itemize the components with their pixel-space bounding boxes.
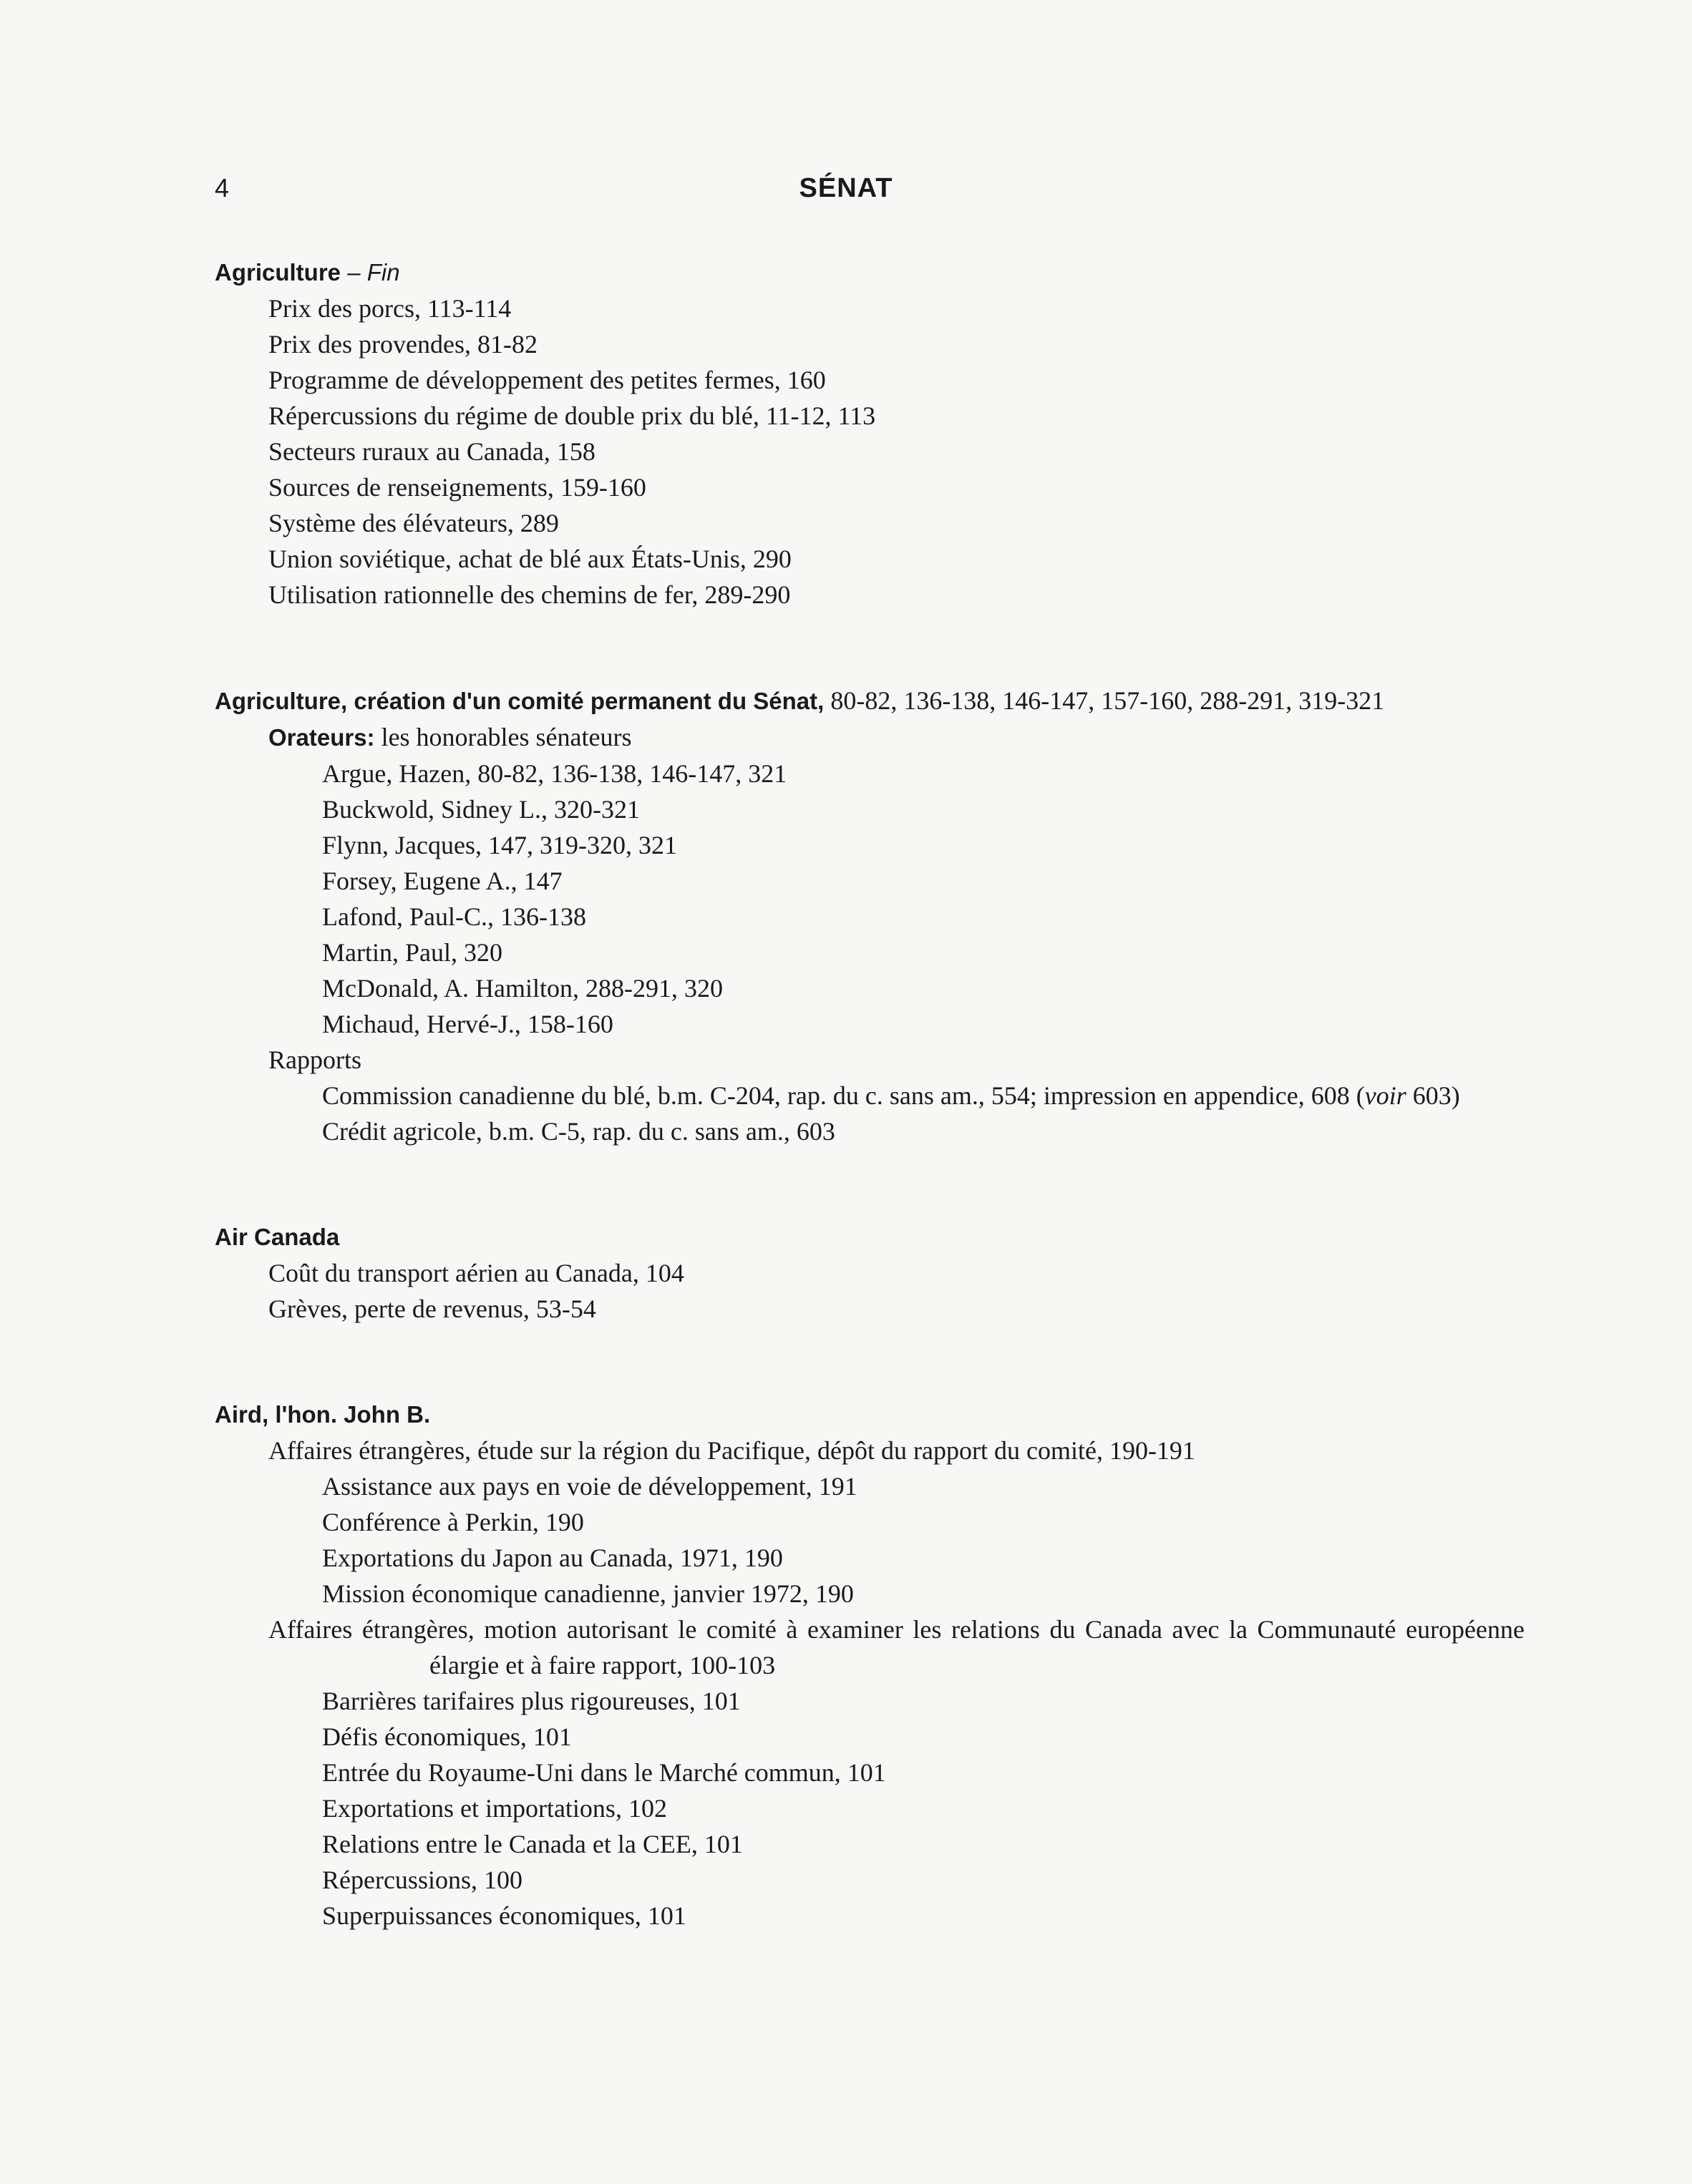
- subentry: Coût du transport aérien au Canada, 104: [268, 1259, 684, 1287]
- subentry: Affaires étrangères, motion autorisant le comité à examiner les relations du Canada avec la Communauté européenne élargie et à faire rapport, 100-103: [268, 1615, 1525, 1680]
- heading-text: Agriculture, création d'un comité permanent du Sénat,: [215, 688, 825, 714]
- subentry: Répercussions du régime de double prix du blé, 11-12, 113: [268, 401, 876, 430]
- rapports-label: Rapports: [268, 1045, 361, 1074]
- subsubentry: Entrée du Royaume-Uni dans le Marché commun, 101: [322, 1758, 886, 1787]
- speaker-item: Argue, Hazen, 80-82, 136-138, 146-147, 321: [322, 759, 787, 788]
- page-number: 4: [215, 173, 230, 203]
- heading-pages: 80-82, 136-138, 146-147, 157-160, 288-291, 319-321: [824, 686, 1385, 715]
- entry-heading: [215, 255, 1525, 291]
- speaker-item: Flynn, Jacques, 147, 319-320, 321: [322, 831, 677, 859]
- subentry: Secteurs ruraux au Canada, 158: [268, 437, 595, 466]
- speaker-item: Forsey, Eugene A., 147: [322, 867, 563, 895]
- entry-heading: [215, 683, 1525, 719]
- rapport-item: [215, 1078, 1525, 1113]
- speaker-item: Martin, Paul, 320: [322, 938, 502, 967]
- heading-suffix: – Fin: [347, 259, 400, 286]
- rapport-text-end: 603): [1406, 1081, 1460, 1110]
- subentry: Système des élévateurs, 289: [268, 509, 559, 537]
- index-entry-agriculture-comite: [215, 683, 1525, 1149]
- entry-heading: Air Canada: [215, 1224, 340, 1250]
- subsubentry: Barrières tarifaires plus rigoureuses, 101: [322, 1687, 741, 1715]
- rapport-text: Commission canadienne du blé, b.m. C-204, rap. du c. sans am., 554; impression en appendice, 608 (: [322, 1081, 1365, 1110]
- subentry: Prix des provendes, 81-82: [268, 330, 538, 359]
- index-entry-agriculture: [215, 255, 1525, 613]
- subsubentry: Assistance aux pays en voie de développement, 191: [322, 1472, 857, 1501]
- index-entry-air-canada: [215, 1219, 1525, 1327]
- speaker-item: Lafond, Paul-C., 136-138: [322, 902, 586, 931]
- subentry: Affaires étrangères, étude sur la région du Pacifique, dépôt du rapport du comité, 190-191: [268, 1436, 1195, 1465]
- page-title: SÉNAT: [799, 173, 893, 203]
- rapport-item: Crédit agricole, b.m. C-5, rap. du c. sans am., 603: [322, 1117, 835, 1146]
- subsubentry: Relations entre le Canada et la CEE, 101: [322, 1830, 743, 1858]
- subsubentry: Exportations du Japon au Canada, 1971, 190: [322, 1544, 783, 1572]
- index-body: [215, 255, 1525, 1934]
- orateurs-text: les honorables sénateurs: [374, 723, 632, 751]
- subsubentry: Défis économiques, 101: [322, 1722, 572, 1751]
- running-header: [0, 170, 1692, 206]
- orateurs-line: [215, 719, 1525, 756]
- subsubentry: Conférence à Perkin, 190: [322, 1508, 584, 1536]
- index-entry-aird: [215, 1397, 1525, 1934]
- subentry: Utilisation rationnelle des chemins de fer, 289-290: [268, 580, 791, 609]
- entry-heading: Aird, l'hon. John B.: [215, 1401, 431, 1428]
- heading-text: Agriculture: [215, 259, 341, 286]
- subsubentry: Mission économique canadienne, janvier 1972, 190: [322, 1579, 854, 1608]
- subentry: Sources de renseignements, 159-160: [268, 473, 646, 502]
- subentry: Programme de développement des petites fermes, 160: [268, 366, 826, 394]
- rapport-voir: voir: [1364, 1081, 1406, 1110]
- speaker-item: Buckwold, Sidney L., 320-321: [322, 795, 640, 824]
- subsubentry: Répercussions, 100: [322, 1866, 522, 1894]
- subentry: Prix des porcs, 113-114: [268, 294, 512, 323]
- subsubentry: Superpuissances économiques, 101: [322, 1901, 686, 1930]
- orateurs-label: Orateurs:: [268, 724, 375, 751]
- subentry: Grèves, perte de revenus, 53-54: [268, 1295, 596, 1323]
- speaker-item: McDonald, A. Hamilton, 288-291, 320: [322, 974, 723, 1003]
- subsubentry: Exportations et importations, 102: [322, 1794, 667, 1823]
- subentry: Union soviétique, achat de blé aux États-Unis, 290: [268, 545, 792, 573]
- speaker-item: Michaud, Hervé-J., 158-160: [322, 1010, 613, 1038]
